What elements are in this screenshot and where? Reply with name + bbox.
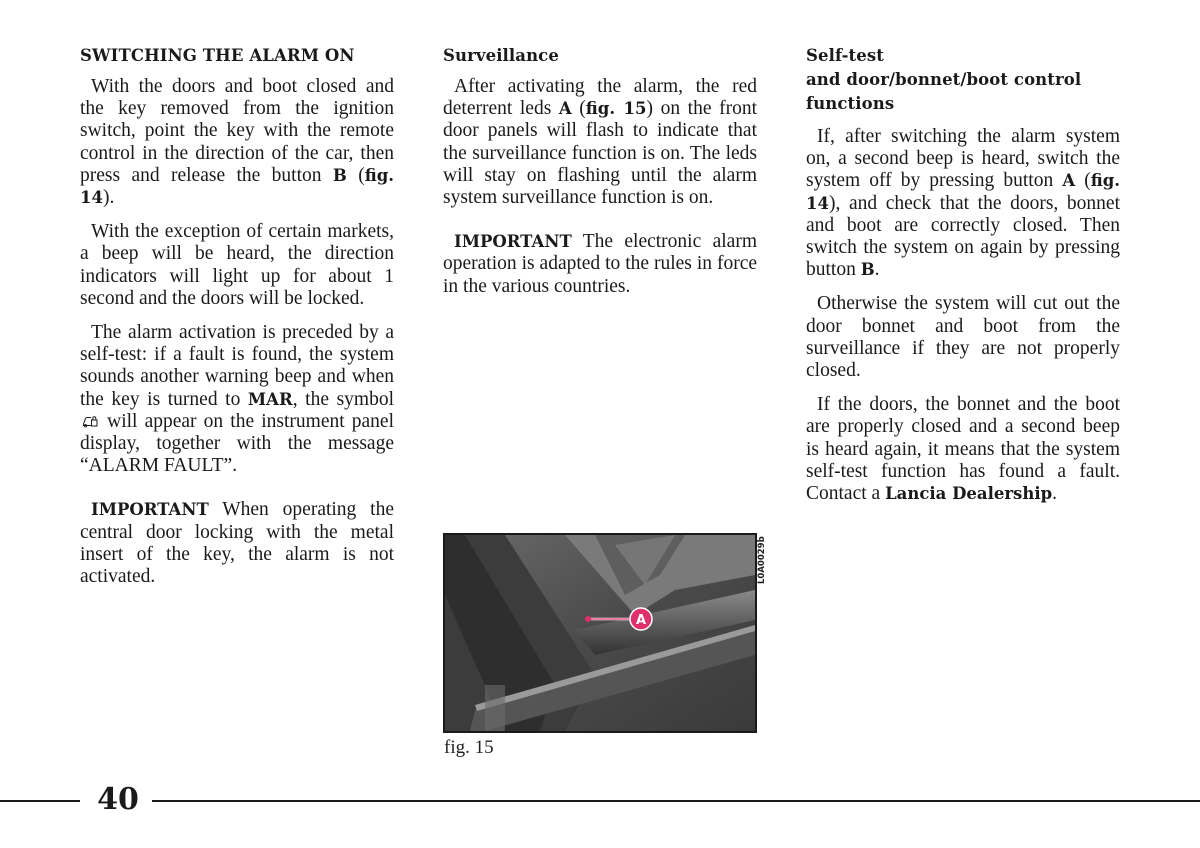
- figure-code: L0A0029b: [757, 536, 767, 584]
- paragraph: With the doors and boot closed and the key removed from the ignition switch, point the key with the remote control in the direction of the car, then press and release the button B (fig. 14).: [80, 76, 394, 209]
- footer-rule: [152, 800, 1200, 802]
- paragraph: After activating the alarm, the red deterrent leds A (fig. 15) on the front door panels will flash to indicate that the surveillance function is on. The leds will stay on flashing until the alarm system surveillance function is on.: [443, 76, 757, 209]
- section-heading-self-test: Self-test and door/bonnet/boot control functions: [806, 46, 1082, 113]
- paragraph: Otherwise the system will cut out the door bonnet and boot from the surveillance if they are not properly closed.: [806, 293, 1120, 382]
- column-1: [80, 44, 394, 600]
- led-marker: [585, 616, 591, 622]
- figure-caption: fig. 15: [444, 737, 494, 758]
- callout-label: A: [635, 613, 647, 628]
- page-number: 40: [97, 782, 139, 817]
- car-lock-icon: [82, 413, 98, 428]
- paragraph: If the doors, the bonnet and the boot are properly closed and a second beep is heard again, it means that the system self-test function has found a fault. Contact a Lancia Dealership.: [806, 394, 1120, 505]
- paragraph-important: IMPORTANT When operating the central door locking with the metal insert of the key, the alarm is not activated.: [80, 499, 394, 588]
- paragraph-important: IMPORTANT The electronic alarm operation is adapted to the rules in force in the various countries.: [443, 231, 757, 297]
- footer-rule: [0, 800, 80, 802]
- column-2: [443, 44, 757, 310]
- column-3: [806, 44, 1120, 517]
- paragraph: The alarm activation is preceded by a self-test: if a fault is found, the system sounds another warning beep and when the key is turned to MAR, the symbol will appear on the instrument panel display, together with the message “ALARM FAULT”.: [80, 322, 395, 477]
- paragraph: With the exception of certain markets, a beep will be heard, the direction indicators will light up for about 1 second and the doors will be locked.: [80, 221, 394, 309]
- door-panel-illustration: [445, 535, 755, 731]
- figure-door-panel-photo: [443, 533, 757, 733]
- section-heading-switching-alarm-on: SWITCHING THE ALARM ON: [80, 46, 355, 65]
- paragraph: If, after switching the alarm system on, a second beep is heard, switch the system off by pressing button A (fig. 14), and check that the doors, bonnet and boot are correctly closed. Then switch the system on again by pressing button B.: [806, 126, 1120, 281]
- section-heading-surveillance: Surveillance: [443, 46, 559, 65]
